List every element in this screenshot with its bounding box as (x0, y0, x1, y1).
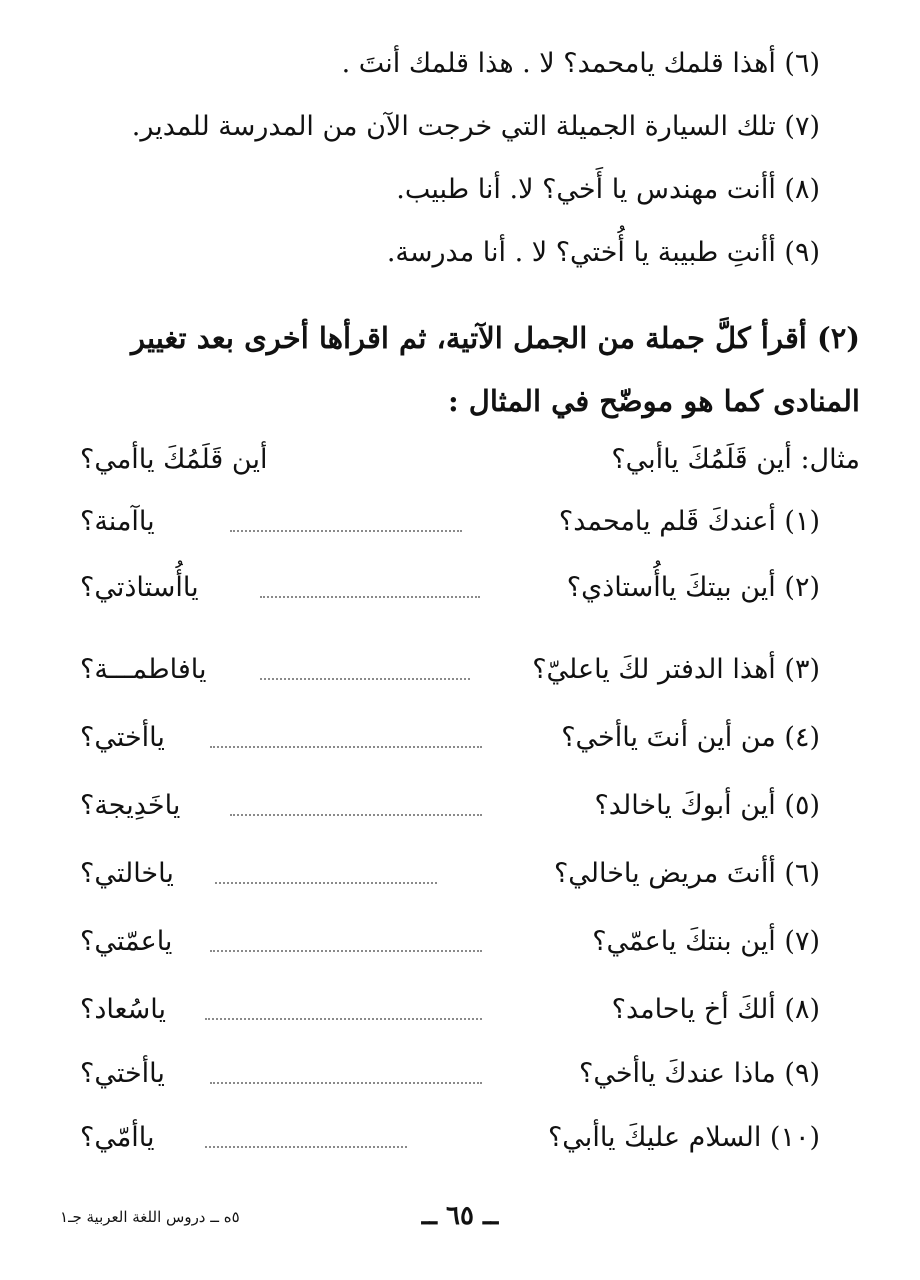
book-footer: ٥ه ــ دروس اللغة العربية جـ١ (60, 1208, 240, 1226)
answer-blank[interactable] (210, 746, 482, 748)
item-answer-vocative: ياأمّي؟ (80, 1122, 155, 1153)
sentence-8: (٨) أأنت مهندس يا أَخي؟ لا. أنا طبيب. (396, 174, 820, 205)
item-question: (٩) ماذا عندكَ ياأخي؟ (578, 1058, 820, 1089)
exercise-title-line1: (٢) أقرأ كلَّ جملة من الجمل الآتية، ثم اقرأها أخرى بعد تغيير (131, 321, 860, 355)
item-question: (٧) أين بنتكَ ياعمّي؟ (592, 926, 820, 957)
item-question: (٢) أين بيتكَ ياأُستاذي؟ (566, 572, 820, 603)
item-question: (٣) أهذا الدفتر لكَ ياعليّ؟ (532, 654, 820, 685)
answer-blank[interactable] (260, 596, 480, 598)
item-row-3 (80, 648, 820, 692)
answer-blank[interactable] (205, 1018, 482, 1020)
item-question: (٥) أين أبوكَ ياخالد؟ (594, 790, 820, 821)
item-question: (٤) من أين أنتَ ياأخي؟ (561, 722, 820, 753)
answer-blank[interactable] (230, 814, 482, 816)
item-question: (٨) ألكَ أخ ياحامد؟ (611, 994, 820, 1025)
item-question: (١٠) السلام عليكَ ياأبي؟ (547, 1122, 820, 1153)
item-answer-vocative: ياآمنة؟ (80, 506, 155, 537)
item-row-10 (80, 1116, 820, 1160)
exercise-title-line2: المنادى كما هو موضّح في المثال : (447, 384, 860, 418)
page-number: ــ ٦٥ ــ (421, 1201, 499, 1231)
item-answer-vocative: يافاطمـــة؟ (80, 654, 207, 685)
item-answer-vocative: ياأختي؟ (80, 722, 165, 753)
item-answer-vocative: ياأختي؟ (80, 1058, 165, 1089)
item-row-8 (80, 988, 820, 1032)
item-answer-vocative: ياخالتي؟ (80, 858, 174, 889)
item-row-9 (80, 1052, 820, 1096)
item-answer-vocative: ياأُستاذتي؟ (80, 572, 199, 603)
sentence-9: (٩) أأنتِ طبيبة يا أُختي؟ لا . أنا مدرسة. (386, 237, 820, 268)
item-row-7 (80, 920, 820, 964)
item-row-6 (80, 852, 820, 896)
example-answer: أين قَلَمُكَ ياأمي؟ (80, 444, 268, 475)
sentence-6: (٦) أهذا قلمك يامحمد؟ لا . هذا قلمك أنتَ . (341, 48, 820, 79)
item-row-1 (80, 500, 820, 544)
item-row-4 (80, 716, 820, 760)
answer-blank[interactable] (215, 882, 437, 884)
answer-blank[interactable] (205, 1146, 407, 1148)
answer-blank[interactable] (260, 678, 470, 680)
item-question: (١) أعندكَ قَلم يامحمد؟ (558, 506, 820, 537)
answer-blank[interactable] (230, 530, 462, 532)
item-answer-vocative: ياعمّتي؟ (80, 926, 173, 957)
sentence-7: (٧) تلك السيارة الجميلة التي خرجت الآن من المدرسة للمدير. (131, 111, 820, 142)
example-prompt: مثال: أين قَلَمُكَ ياأبي؟ (611, 444, 860, 475)
item-answer-vocative: ياسُعاد؟ (80, 994, 166, 1025)
item-row-2 (80, 566, 820, 610)
answer-blank[interactable] (210, 950, 482, 952)
item-question: (٦) أأنتَ مريض ياخالي؟ (553, 858, 820, 889)
item-row-5 (80, 784, 820, 828)
item-answer-vocative: ياخَدِيجة؟ (80, 790, 181, 821)
answer-blank[interactable] (210, 1082, 482, 1084)
